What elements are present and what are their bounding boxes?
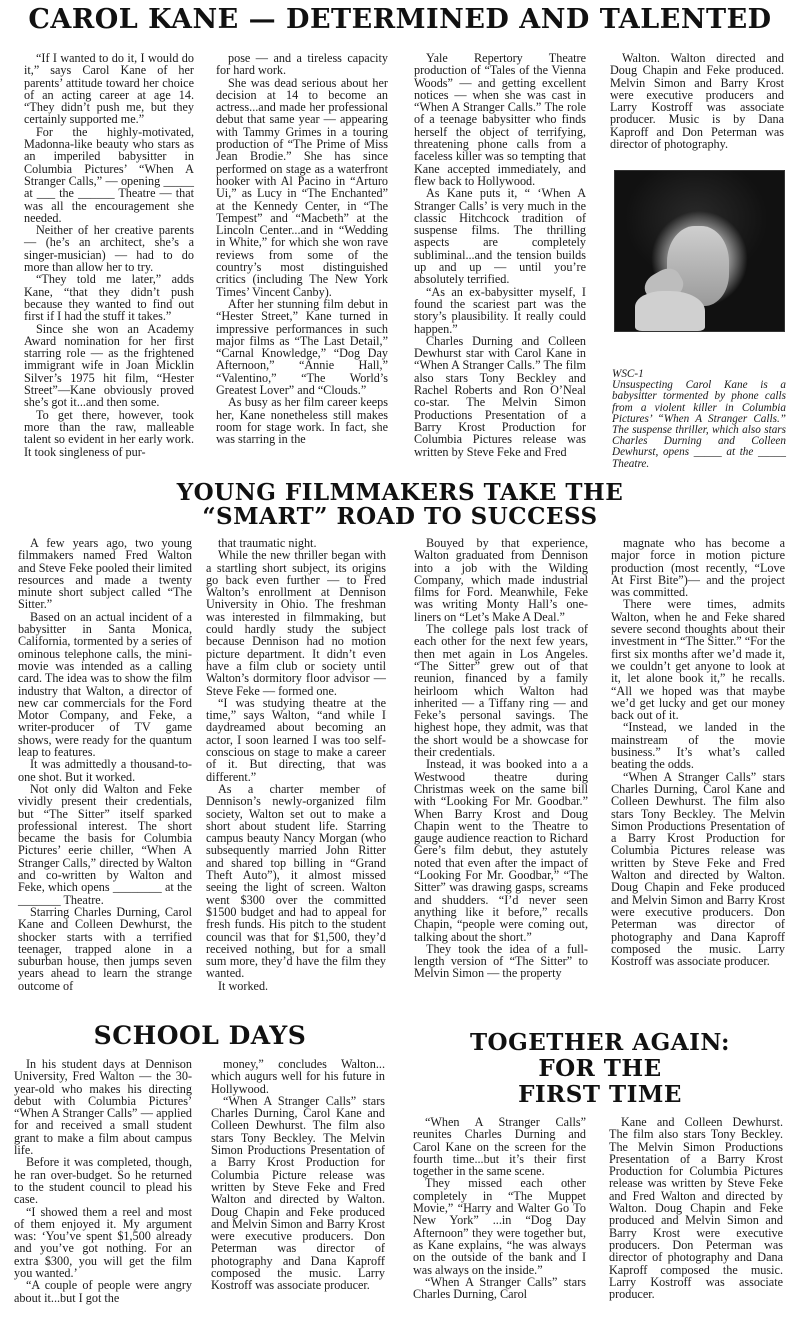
paragraph: As Kane puts it, “ ‘When A Stranger Calls’ is very much in the classic Hitchcock tradition of suspense films. The thrilling aspects are completely subliminal...and the tension builds up and up — until you’re absolutely terrified. bbox=[414, 186, 586, 287]
paragraph: They missed each other completely in “The Muppet Movie,” “Harry and Walter Go To New York” ...in “Dog Day Afternoon” they were together but, as Kane explains, “he was always on the outside of the bank and I was always on the inside.” bbox=[413, 1176, 586, 1277]
paragraph: “When A Stranger Calls” stars Charles Durning, Carol Kane and Colleen Dewhurst. The film also stars Tony Beckley. The Melvin Simon Productions Presentation of a Barry Krost Production for Columbia Picture release was written by Steve Feke and Fred Walton and directed by Walton. Doug Chapin and Feke produced and Melvin Simon and Barry Krost were executive producers. Don Peterman was director of photography and Dana Kaproff composed the music. Larry Kostroff was associate producer. bbox=[211, 1093, 385, 1293]
article2-col4 bbox=[611, 537, 785, 967]
headline-together-again bbox=[400, 1030, 800, 1108]
paragraph: There were times, admits Walton, when he and Feke shared severe second thoughts about their investment in “The Sitter.” “For the first six months after we’d made it, we couldn’t get anyone to look at it, let alone book it,” he recalls. “All we hoped was that maybe we’d get lucky and get our money back out of it. bbox=[611, 597, 785, 723]
paragraph: “When A Stranger Calls” reunites Charles Durning and Carol Kane on the screen for the fourth time...but it’s their first together in the same scene. bbox=[413, 1115, 586, 1179]
photo-caption bbox=[612, 369, 786, 470]
headline-line-2: “SMART” ROAD TO SUCCESS bbox=[202, 503, 598, 530]
photo-caption-text: Unsuspecting Carol Kane is a babysitter tormented by phone calls from a violent killer in Columbia Pictures’ “When A Stranger Calls.” The suspense thriller, which also stars Charles Durning and Colleen Dewhurst, opens _____ at the _____ Theatre. bbox=[612, 379, 786, 470]
article1-col3 bbox=[414, 52, 586, 458]
paragraph: While the new thriller began with a startling short subject, its origins go back even further — to Fred Walton’s enrollment at Dennison University in Ohio. The freshman was interested in filmmaking, but could hardly study the subject because Dennison had no motion picture department. It didn’t even have a film club or society until Walton’s dormitory floor advisor — Steve Feke — formed one. bbox=[206, 548, 386, 698]
paragraph: “If I wanted to do it, I would do it,” says Carol Kane of her parents’ attitude toward her choice of an acting career at age 14. “They didn’t push me, but they certainly supported me.” bbox=[24, 51, 194, 127]
paragraph: Neither of her creative parents — (he’s an architect, she’s a singer-musician) — had to do more than allow her to try. bbox=[24, 223, 194, 275]
paragraph: “They told me later,” adds Kane, “that they didn’t push because they wanted to find out first if I had the stuff it takes.” bbox=[24, 272, 194, 324]
paragraph: As a charter member of Dennison’s newly-organized film society, Walton set out to make a short about student life. Starring campus beauty Nancy Morgan (who subsequently married John Ritter and shared top billing in “Grand Theft Auto”), it almost missed seeing the light of screen. Walton went $300 over the committed $1500 budget and had to appeal for fresh funds. His pitch to the student council was that for $1,500, they’d received nothing, but for a small sum more, they’d have the film they wanted. bbox=[206, 781, 386, 981]
article1-col1 bbox=[24, 52, 194, 458]
article1-col2 bbox=[216, 52, 388, 446]
paragraph: “Instead, we landed in the mainstream of the movie business.” It’s what’s called beating the odds. bbox=[611, 720, 785, 772]
paragraph: Since she won an Academy Award nomination for her first starring role — as the frightened immigrant wife in Joan Micklin Silver’s 1975 hit film, “Hester Street”—Kane obviously proved she’s got it...and then some. bbox=[24, 321, 194, 410]
photo-hand bbox=[635, 291, 705, 331]
paragraph: Based on an actual incident of a babysitter in Santa Monica, California, tormented by a series of ominous telephone calls, the mini-movie was intended as a calling card. The idea was to show the film industry that Walton, a director of new car commercials for the Ford Motor Company, and Feke, a writer-producer of TV game shows, were ready for the quantum leap to features. bbox=[18, 609, 192, 760]
headline-line-3: FIRST TIME bbox=[518, 1081, 682, 1108]
paragraph: A few years ago, two young filmmakers named Fred Walton and Steve Feke pooled their limited resources and made a twenty minute short subject called “The Sitter.” bbox=[18, 536, 192, 612]
headline-line-2: FOR THE bbox=[538, 1055, 662, 1082]
paragraph: that traumatic night. bbox=[218, 536, 317, 550]
headline-line-1: TOGETHER AGAIN: bbox=[469, 1029, 731, 1056]
headline-young-filmmakers bbox=[0, 481, 800, 529]
paragraph: Yale Repertory Theatre production of “Tales of the Vienna Woods” — and getting excellent notices — when she was cast in “When A Stranger Calls.” The role of a teenage babysitter who finds herself the object of terrifying, threatening phone calls from a faceless killer was so tempting that Kane accepted immediately, and flew back to Hollywood. bbox=[414, 51, 586, 188]
paragraph: Instead, it was booked into a a Westwood theatre during Christmas week on the same bill with “Looking For Mr. Goodbar.” When Barry Krost and Doug Chapin went to the Theatre to gauge audience reaction to Richard Gere’s film debut, they astutely noted that even after the impact of “Looking For Mr. Goodbar,” “The Sitter” was drawing gasps, screams and shudders. “I’d never seen anything like it before,” recalls Chapin, “people were coming out, talking about the short.” bbox=[414, 757, 588, 944]
paragraph: Charles Durning and Colleen Dewhurst star with Carol Kane in “When A Stranger Calls.” The film also stars Tony Beckley and Rachel Roberts and Ron O’Neal co-star. The Melvin Simon Productions Presentation of a Barry Krost Production for Columbia Pictures release was written by Steve Feke and Fred bbox=[414, 333, 586, 459]
paragraph: money,” concludes Walton... which augurs well for his future in Hollywood. bbox=[211, 1057, 385, 1096]
paragraph: In his student days at Dennison University, Fred Walton — the 30-year-old who makes his directing debut with Columbia Pictures’ “When A Stranger Calls” — applied for and received a small student grant to make a film about campus life. bbox=[14, 1057, 192, 1158]
paragraph: “I showed them a reel and most of them enjoyed it. My argument was: ‘You’ve spent $1,500 already and you’ve got nothing. For an extra $300, you will get the film you wanted.’ bbox=[14, 1204, 192, 1281]
paragraph: Bouyed by that experience, Walton graduated from Dennison into a job with the Wilding Company, which made industrial films for Ford. Meanwhile, Feke was writing Monty Hall’s one-liners on “Let’s Make A Deal.” bbox=[414, 536, 588, 624]
article3-col1 bbox=[14, 1058, 192, 1304]
paragraph: It worked. bbox=[218, 978, 269, 993]
article2-col2 bbox=[206, 537, 386, 992]
paragraph: As busy as her film career keeps her, Kane nonetheless still makes room for stage work. In fact, she was starring in the bbox=[216, 395, 388, 447]
paragraph: To get there, however, took more than the raw, malleable talent so evident in her early work. It took singleness of pur- bbox=[24, 407, 194, 459]
article1-col4 bbox=[610, 52, 784, 150]
paragraph: Walton. Walton directed and Doug Chapin and Feke produced. Melvin Simon and Barry Krost were executive producers and Larry Kostroff was associate producer. Music is by Dana Kaproff and Don Peterman was director of photography. bbox=[610, 51, 784, 152]
paragraph: “When A Stranger Calls” stars Charles Durning, Carol Kane and Colleen Dewhurst. The film also stars Tony Beckley. The Melvin Simon Productions Presentation of a Barry Krost Production for Columbia Pictures release was written by Steve Feke and Fred Walton and directed by Walton. Doug Chapin and Feke produced and Melvin Simon and Barry Krost were executive producers. Don Peterman was director of photography and Dana Kaproff composed the music. Larry Kostroff was associate producer. bbox=[611, 769, 785, 969]
article3-col2 bbox=[211, 1058, 385, 1292]
article4-col2 bbox=[609, 1116, 783, 1300]
paragraph: “I was studying theatre at the time,” says Walton, “and while I daydreamed about becoming an actor, I soon learned I was too self-conscious on stage to make a career of it. But directing, that was different.” bbox=[206, 695, 386, 784]
paragraph: Starring Charles Durning, Carol Kane and Colleen Dewhurst, the shocker starts with a terrified teenager, trapped alone in a suburban house, then jumps seven years ahead to learn the strange outcome of bbox=[18, 904, 192, 993]
paragraph: magnate who has become a major force in motion picture production (most recently, “Love At First Bite”)— and the project was committed. bbox=[611, 536, 785, 600]
headline-carol-kane: CAROL KANE — DETERMINED AND TALENTED bbox=[28, 4, 772, 35]
paragraph: For the highly-motivated, Madonna-like beauty who stars as an imperiled babysitter in Columbia Pictures’ “When A Stranger Calls,” — opening _____ at ___ the ______ Theatre — that was all the encouragement she needed. bbox=[24, 124, 194, 225]
paragraph: They took the idea of a full-length version of “The Sitter” to Melvin Simon — the property bbox=[414, 941, 588, 981]
headline-line-1: YOUNG FILMMAKERS TAKE THE bbox=[176, 479, 624, 506]
paragraph: Kane and Colleen Dewhurst. The film also stars Tony Beckley. The Melvin Simon Productions Presentation of a Barry Krost Production for Columbia Pictures release was written by Steve Feke and Fred Walton and directed by Walton. Doug Chapin and Feke produced and Melvin Simon and Barry Krost were executive producers. Don Peterman was director of photography and Dana Kaproff composed the music. Larry Kostroff was associate producer. bbox=[609, 1115, 783, 1302]
paragraph: She was dead serious about her decision at 14 to become an actress...and made her professional debut that same year — appearing with Tammy Grimes in a touring production of “The Prime of Miss Jean Brodie.” She has since performed on stage as a waterfront hooker with Al Pacino in “Arturo Ui,” as Lucy in “The Enchanted” at the Kennedy Center, in “The Tempest” and “Macbeth” at the Lincoln Center...and in “Wedding in White,” for which she won rave reviews from some of the country’s most distinguished critics (including The New York Times’ Vincent Canby). bbox=[216, 75, 388, 299]
paragraph: It was admittedly a thousand-to-one shot. But it worked. bbox=[18, 757, 192, 784]
carol-kane-photo bbox=[614, 170, 785, 332]
paragraph: “As an ex-babysitter myself, I found the scariest part was the story’s plausibility. It really could happen.” bbox=[414, 284, 586, 336]
article2-col1 bbox=[18, 537, 192, 992]
photo-code: WSC-1 bbox=[612, 368, 644, 380]
headline-school-days: SCHOOL DAYS bbox=[93, 1021, 307, 1050]
paragraph: The college pals lost track of each other for the next few years, then met again in Los Angeles. “The Sitter” grew out of that reunion, financed by a family heirloom which Walton had inherited — a Tiffany ring — and Feke’s personal savings. The highest hope, they admit, was that the short would be a showcase for their credentials. bbox=[414, 622, 588, 760]
paragraph: After her stunning film debut in “Hester Street,” Kane turned in impressive performances in such major films as “The Last Detail,” “Carnal Knowledge,” “Dog Day Afternoon,” “Annie Hall,” “Valentino,” “The World’s Greatest Lover” and “Clouds.” bbox=[216, 296, 388, 398]
paragraph: pose — and a tireless capacity for hard work. bbox=[216, 51, 388, 78]
paragraph: Not only did Walton and Feke vividly present their credentials, but “The Sitter” itself sparked professional interest. The short became the basis for Columbia Pictures’ eerie chiller, “When A Stranger Calls,” directed by Walton and co-written by Walton and Feke, which opens ________ at the _______ Theatre. bbox=[18, 781, 192, 907]
paragraph: “A couple of people were angry about it...but I got the bbox=[14, 1278, 192, 1305]
article4-col1 bbox=[413, 1116, 586, 1300]
article2-col3 bbox=[414, 537, 588, 980]
paragraph: “When A Stranger Calls” stars Charles Durning, Carol bbox=[413, 1274, 586, 1302]
paragraph: Before it was completed, though, he ran over-budget. So he returned to the student council to plead his case. bbox=[14, 1155, 192, 1207]
